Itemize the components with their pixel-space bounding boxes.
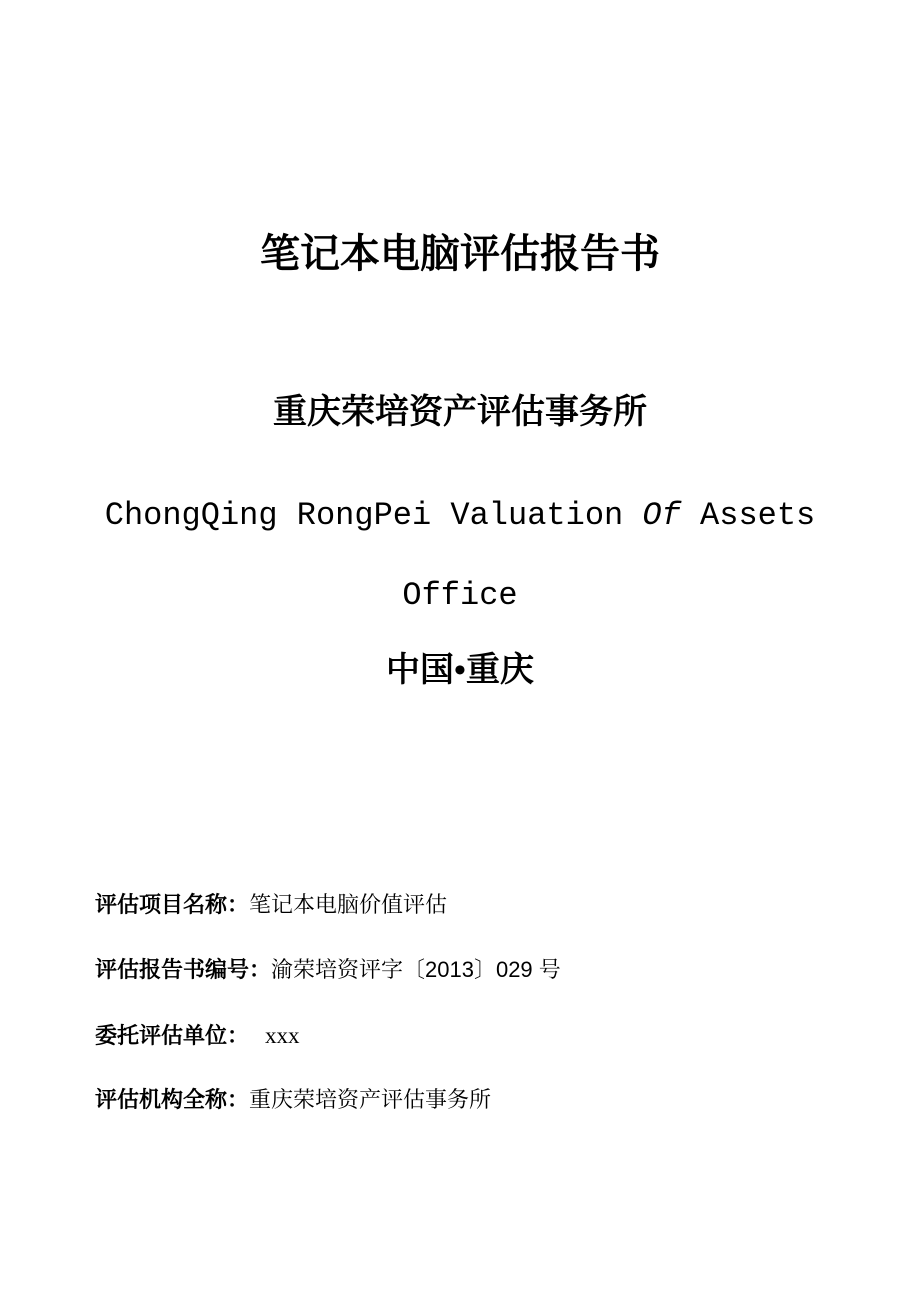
field-client-unit	[95, 1022, 860, 1050]
location-line: 中国•重庆	[386, 652, 534, 689]
organization-name-english-line1	[0, 498, 920, 533]
organization-name-chinese: 重庆荣培资产评估事务所	[273, 394, 647, 431]
field-project-name-value: 笔记本电脑价值评估	[249, 892, 448, 917]
field-agency-name	[95, 1087, 860, 1113]
field-agency-name-value: 重庆荣培资产评估事务所	[249, 1087, 492, 1112]
org-en-italic-word: Of	[642, 497, 681, 534]
field-agency-name-label: 评估机构全称：	[95, 1087, 250, 1112]
field-client-unit-value: xxx	[265, 1023, 300, 1048]
field-report-number-label: 评估报告书编号：	[95, 957, 272, 982]
org-en-prefix: ChongQing RongPei Valuation	[104, 497, 643, 534]
field-project-name	[95, 892, 860, 918]
field-client-unit-label: 委托评估单位：	[95, 1023, 250, 1048]
document-title: 笔记本电脑评估报告书	[260, 231, 660, 276]
field-project-name-label: 评估项目名称：	[95, 892, 250, 917]
field-report-number	[95, 957, 860, 983]
org-en-suffix: Assets	[680, 497, 816, 534]
field-report-number-value: 渝荣培资评字〔2013〕029 号	[271, 957, 561, 982]
organization-name-english-line2: Office	[402, 577, 518, 614]
